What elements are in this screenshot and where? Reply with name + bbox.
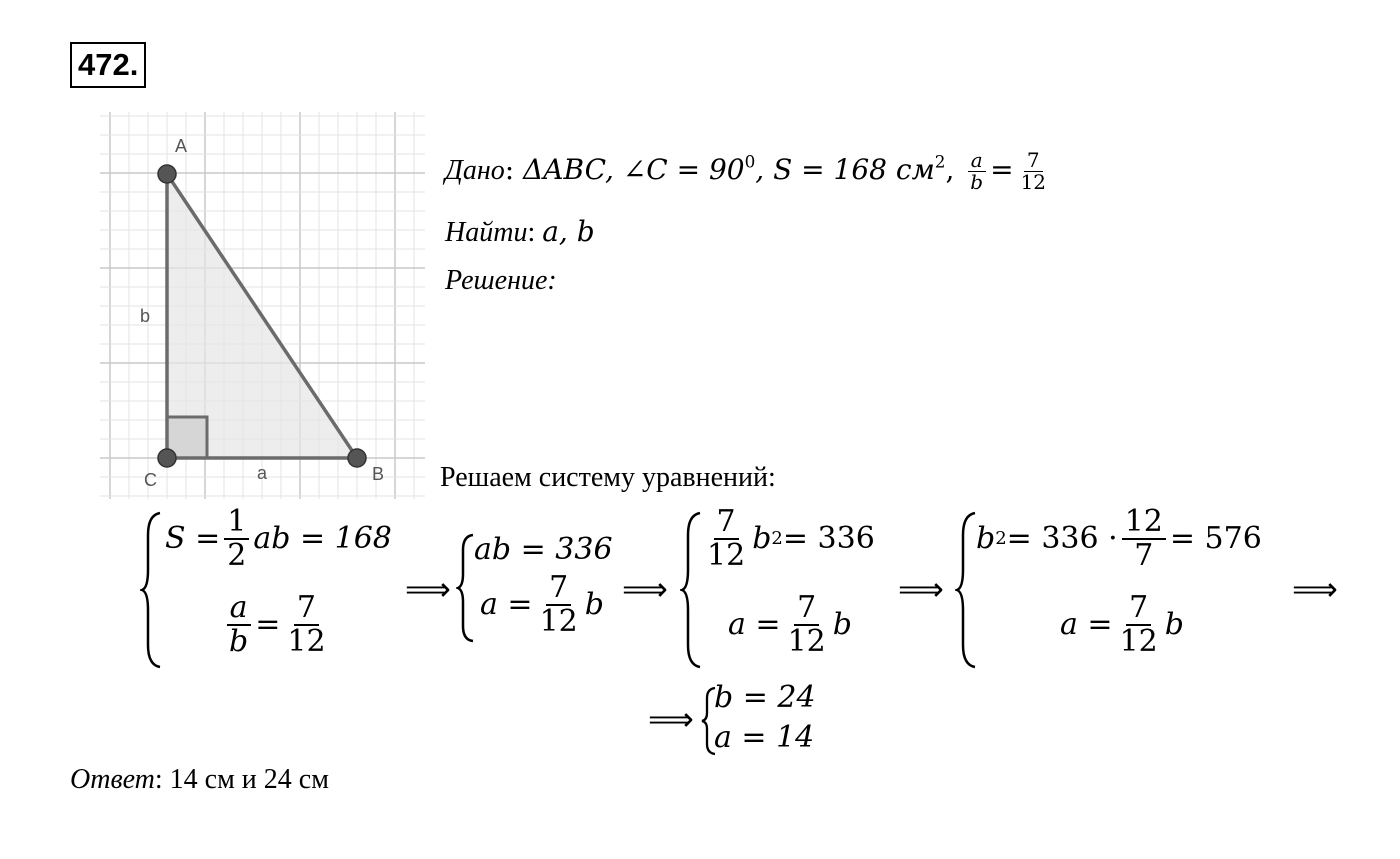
s4-r2-frac-num: 7 xyxy=(1126,592,1151,626)
given-label: Дано xyxy=(445,155,505,186)
given-ratio-num: a xyxy=(968,150,986,172)
vertex-a-label: A xyxy=(175,136,188,156)
given-line: Дано: ΔABC, ∠C = $90^0$, S = 168 $см^2$, $\frac{a}{b}$ = $\frac{7}{12}$ xyxy=(445,150,1053,193)
implies-arrow-5: ⟹ xyxy=(648,700,694,738)
s3-r1-frac xyxy=(704,506,748,571)
s2-r2-pre: a = xyxy=(480,587,533,622)
s4-r1-mid: = 336 · xyxy=(1006,521,1118,556)
s4-r1-frac xyxy=(1122,506,1166,571)
system2-row2 xyxy=(480,572,604,637)
s1-r2-frac2-num: 7 xyxy=(294,592,319,626)
given-ratio-den: b xyxy=(970,170,984,194)
implies-arrow-2: ⟹ xyxy=(622,570,668,608)
answer-value: 14 см и 24 см xyxy=(169,764,329,795)
s4-r2-post: b xyxy=(1164,607,1184,642)
given-triangle: ΔABC, ∠C = 90 xyxy=(523,153,745,186)
system2-row1: ab = 336 xyxy=(474,532,613,567)
given-area-exp: 2 xyxy=(934,151,946,172)
s2-r2-frac xyxy=(537,572,581,637)
vertex-b-point xyxy=(348,449,366,467)
implies-arrow-1: ⟹ xyxy=(405,570,451,608)
s1-r2-eq: = xyxy=(255,607,281,642)
s2-r2-frac-den: 12 xyxy=(539,603,578,639)
s3-r2-frac xyxy=(785,592,829,657)
s3-r2-frac-num: 7 xyxy=(794,592,819,626)
s3-r2-frac-den: 12 xyxy=(787,623,826,659)
s4-r2-frac xyxy=(1117,592,1161,657)
s1-r2-frac-num: a xyxy=(227,592,251,626)
solution-label-line: Решение: xyxy=(445,265,557,296)
s1-r2-frac xyxy=(226,592,251,657)
s1-r2-frac2 xyxy=(284,592,328,657)
s3-r2-post: b xyxy=(832,607,852,642)
system2-brace xyxy=(456,532,476,644)
answer-line: Ответ: 14 см и 24 см xyxy=(70,764,329,795)
given-ratio-value xyxy=(1018,150,1049,193)
system1-row1 xyxy=(165,506,392,571)
find-values: a, b xyxy=(542,215,595,248)
triangle-figure xyxy=(100,112,425,504)
s4-r1-frac-num: 12 xyxy=(1122,506,1166,540)
s4-r2-pre: a = xyxy=(1060,607,1113,642)
system5-brace xyxy=(700,686,718,756)
s4-r1-frac-den: 7 xyxy=(1134,537,1154,573)
vertex-c-point xyxy=(158,449,176,467)
implies-arrow-3: ⟹ xyxy=(898,570,944,608)
s1-r1-frac-num: 1 xyxy=(224,506,249,540)
s3-r2-pre: a = xyxy=(728,607,781,642)
s4-r1-post: = 576 xyxy=(1169,521,1262,556)
given-area: , S = 168 см xyxy=(755,153,935,186)
s3-r1-frac-den: 12 xyxy=(707,537,746,573)
given-ratio-value-num: 7 xyxy=(1024,150,1043,172)
problem-number: 472. xyxy=(70,42,146,88)
s2-r2-frac-num: 7 xyxy=(546,572,571,606)
s1-r2-frac2-den: 12 xyxy=(287,623,326,659)
s1-r1-frac xyxy=(224,506,249,571)
s1-r1-post: ab = 168 xyxy=(253,521,392,556)
answer-label: Ответ xyxy=(70,764,155,795)
side-b-label: b xyxy=(140,306,151,326)
find-line: Найти: a, b xyxy=(445,215,595,248)
s3-r1-frac-num: 7 xyxy=(714,506,739,540)
system1-brace xyxy=(140,510,164,670)
s3-r1-post: b xyxy=(752,521,772,556)
s4-r2-frac-den: 12 xyxy=(1119,623,1158,659)
s4-r1-pre: b xyxy=(976,521,996,556)
given-ratio-value-den: 12 xyxy=(1020,170,1047,194)
system3-brace xyxy=(680,510,704,670)
system3-row2 xyxy=(728,592,852,657)
s1-r1-pre: S = xyxy=(165,521,221,556)
s2-r2-post: b xyxy=(584,587,604,622)
system3-row1: $\frac{7}{12}$ b 2 = 336 xyxy=(700,506,875,571)
solution-label: Решение xyxy=(445,265,548,296)
system1-row2 xyxy=(222,592,333,657)
s1-r1-frac-den: 2 xyxy=(227,537,247,573)
system4-brace xyxy=(955,510,979,670)
side-a-label: a xyxy=(257,463,268,483)
find-label: Найти xyxy=(445,217,528,248)
implies-arrow-4: ⟹ xyxy=(1292,570,1338,608)
vertex-b-label: B xyxy=(372,464,385,484)
system-label: Решаем систему уравнений: xyxy=(440,462,776,493)
given-angle-exp: 0 xyxy=(744,151,756,172)
vertex-a-point xyxy=(158,165,176,183)
system5-row1: b = 24 xyxy=(714,680,816,715)
system5-row2: a = 14 xyxy=(714,720,815,755)
system4-row2 xyxy=(1060,592,1184,657)
given-ratio xyxy=(967,150,986,193)
s1-r2-frac-den: b xyxy=(229,623,249,659)
system4-row1: b 2 = 336 · $\frac{12}{7}$ = 576 xyxy=(976,504,1262,573)
vertex-c-label: C xyxy=(144,470,157,490)
given-ratio-eq: = xyxy=(990,153,1014,186)
s3-r1-tail: = 336 xyxy=(782,521,875,556)
